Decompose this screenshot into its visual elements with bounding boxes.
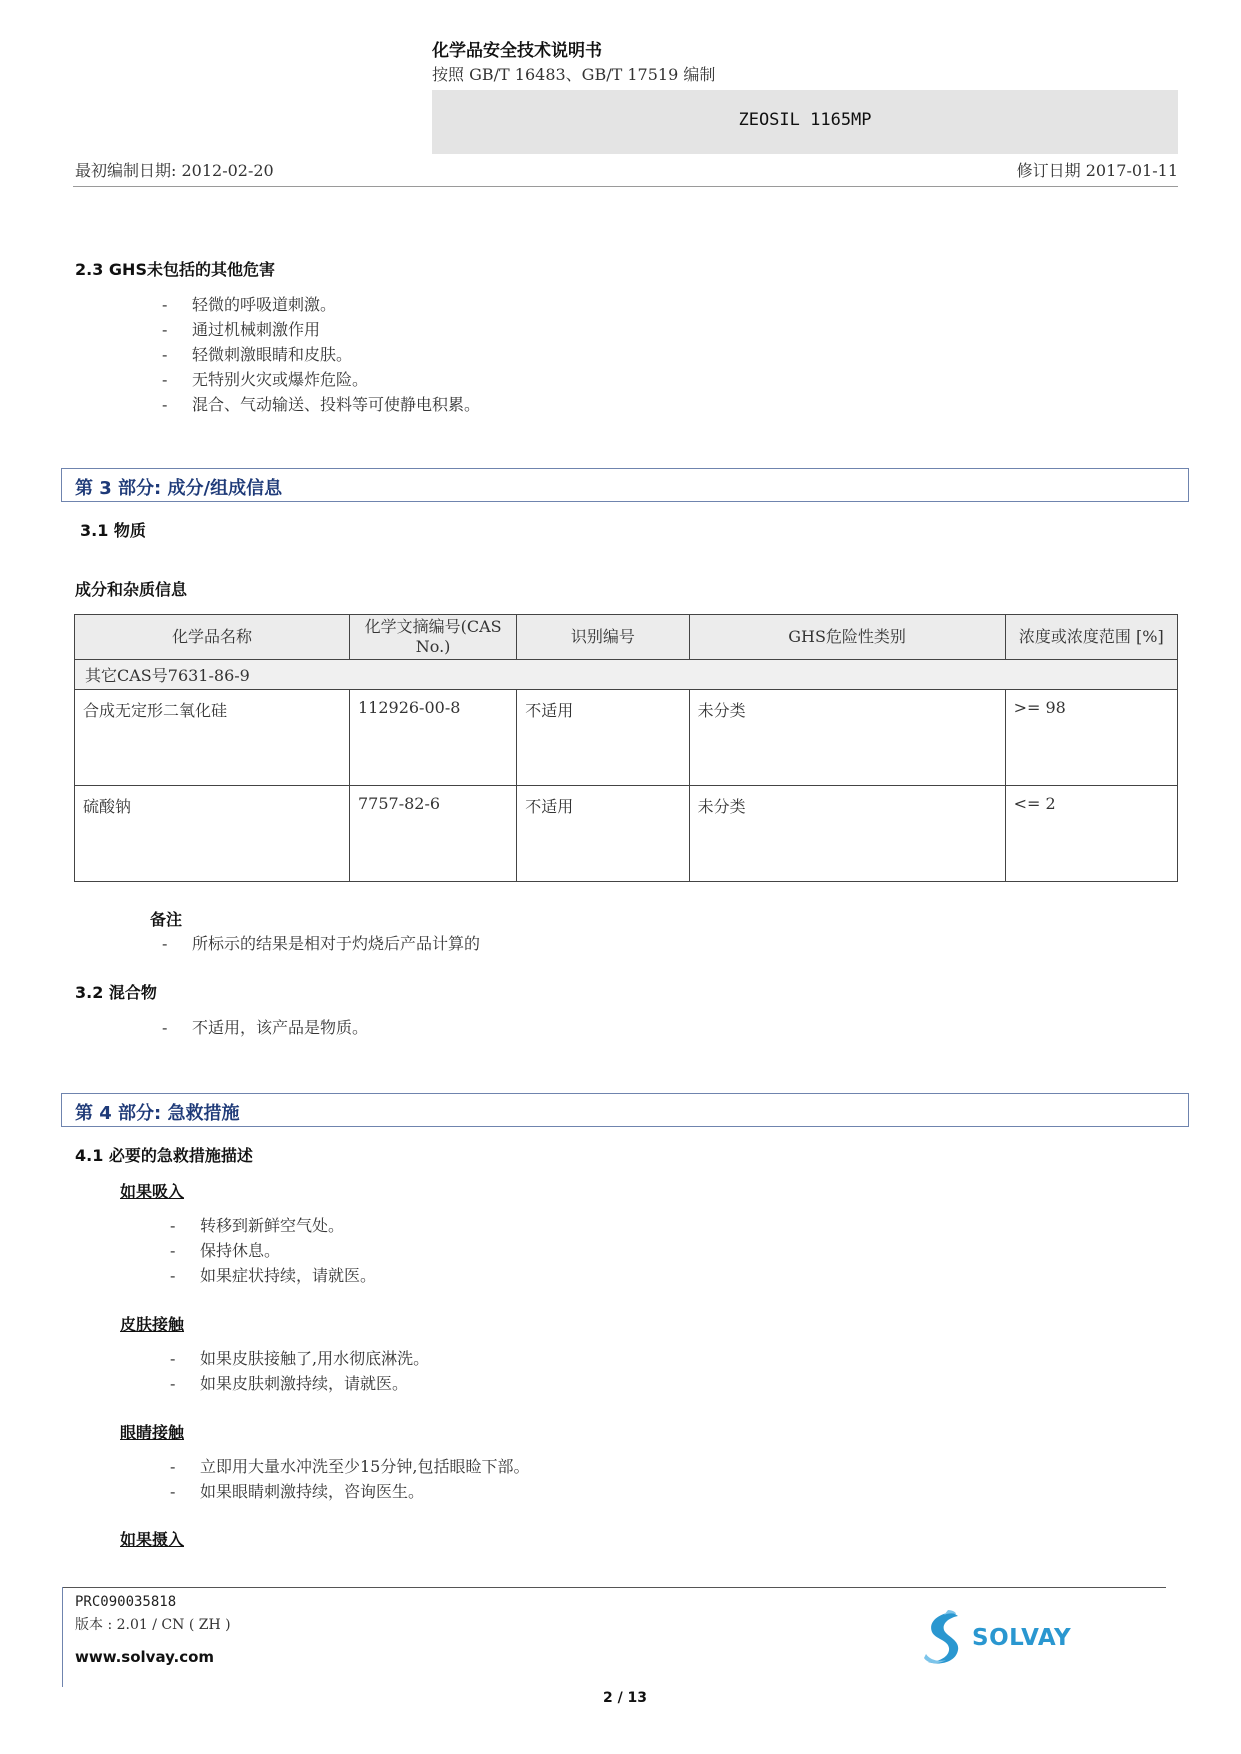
list-item: - 如果症状持续，请就医。 — [170, 1266, 377, 1285]
solvay-s-icon — [918, 1608, 970, 1668]
list-item: - 不适用，该产品是物质。 — [162, 1018, 369, 1037]
revision-date: 修订日期 2017-01-11 — [1016, 161, 1178, 180]
list-item: - 无特别火灾或爆炸危险。 — [162, 370, 369, 389]
section-4-header — [61, 1093, 1189, 1127]
inhalation-heading: 如果吸入 — [120, 1182, 185, 1201]
solvay-logo — [918, 1608, 1072, 1668]
list-item: - 轻微刺激眼睛和皮肤。 — [162, 345, 353, 364]
list-item: - 混合、气动输送、投料等可使静电积累。 — [162, 395, 481, 414]
section-2-3-heading: 2.3 GHS未包括的其他危害 — [75, 260, 275, 279]
table-cell: 合成无定形二氧化硅 — [75, 690, 350, 786]
eye-contact-list — [170, 1454, 529, 1504]
table-row — [75, 690, 1178, 786]
list-item: - 保持休息。 — [170, 1241, 281, 1260]
section-3-2-list — [162, 1015, 368, 1040]
table-cell: 不适用 — [517, 786, 689, 882]
page-number: 2 / 13 — [602, 1690, 648, 1706]
footer-divider — [62, 1587, 1166, 1588]
section-3-header — [61, 468, 1189, 502]
remark-heading: 备注 — [150, 910, 183, 929]
list-item: - 立即用大量水冲洗至少15分钟,包括眼睑下部。 — [170, 1457, 530, 1476]
col-header-cas: 化学文摘编号(CAS No.) — [349, 615, 516, 660]
table-row-other-cas — [75, 660, 1178, 690]
skin-contact-heading: 皮肤接触 — [120, 1315, 185, 1334]
other-cas-cell: 其它CAS号7631-86-9 — [75, 660, 1178, 690]
section-3-title: 第 3 部分: 成分/组成信息 — [75, 478, 283, 499]
inhalation-list — [170, 1213, 376, 1288]
list-item: - 转移到新鲜空气处。 — [170, 1216, 345, 1235]
document-title: 化学品安全技术说明书 — [432, 41, 602, 61]
list-item: - 如果皮肤刺激持续，请就医。 — [170, 1374, 409, 1393]
list-item: - 如果眼睛刺激持续，咨询医生。 — [170, 1482, 425, 1501]
col-header-id: 识别编号 — [517, 615, 689, 660]
table-cell: 不适用 — [517, 690, 689, 786]
section-4-title: 第 4 部分: 急救措施 — [75, 1103, 240, 1124]
header-divider — [73, 186, 1178, 187]
list-item: - 所标示的结果是相对于灼烧后产品计算的 — [162, 934, 481, 953]
table-cell: 未分类 — [689, 690, 1005, 786]
first-edition-date: 最初编制日期: 2012-02-20 — [75, 161, 274, 180]
remark-list — [162, 931, 480, 956]
table-cell: <= 2 — [1005, 786, 1177, 882]
product-name: ZEOSIL 1165MP — [738, 110, 872, 130]
skin-contact-list — [170, 1346, 429, 1396]
table-cell: 112926-00-8 — [349, 690, 516, 786]
table-row — [75, 786, 1178, 882]
list-item: - 如果皮肤接触了,用水彻底淋洗。 — [170, 1349, 430, 1368]
document-subtitle: 按照 GB/T 16483、GB/T 17519 编制 — [432, 65, 716, 84]
table-cell: 未分类 — [689, 786, 1005, 882]
table-cell: 7757-82-6 — [349, 786, 516, 882]
document-id: PRC090035818 — [75, 1594, 177, 1610]
footer-side-rule — [62, 1587, 63, 1687]
eye-contact-heading: 眼睛接触 — [120, 1423, 185, 1442]
composition-table — [74, 614, 1178, 882]
list-item: - 通过机械刺激作用 — [162, 320, 321, 339]
table-header-row — [75, 615, 1178, 660]
section-3-2-heading: 3.2 混合物 — [75, 983, 157, 1002]
col-header-concentration: 浓度或浓度范围 [%] — [1005, 615, 1177, 660]
ingestion-heading: 如果摄入 — [120, 1530, 185, 1549]
col-header-name: 化学品名称 — [75, 615, 350, 660]
list-item: - 轻微的呼吸道刺激。 — [162, 295, 337, 314]
table-cell: 硫酸钠 — [75, 786, 350, 882]
composition-heading: 成分和杂质信息 — [75, 580, 188, 599]
col-header-ghs: GHS危险性类别 — [689, 615, 1005, 660]
table-cell: >= 98 — [1005, 690, 1177, 786]
section-3-1-heading: 3.1 物质 — [80, 521, 146, 540]
section-4-1-heading: 4.1 必要的急救措施描述 — [75, 1146, 253, 1165]
logo-text: SOLVAY — [972, 1625, 1072, 1651]
website-link[interactable]: www.solvay.com — [75, 1648, 215, 1666]
version-info: 版本 : 2.01 / CN ( ZH ) — [75, 1617, 231, 1633]
section-2-3-list — [162, 292, 480, 417]
